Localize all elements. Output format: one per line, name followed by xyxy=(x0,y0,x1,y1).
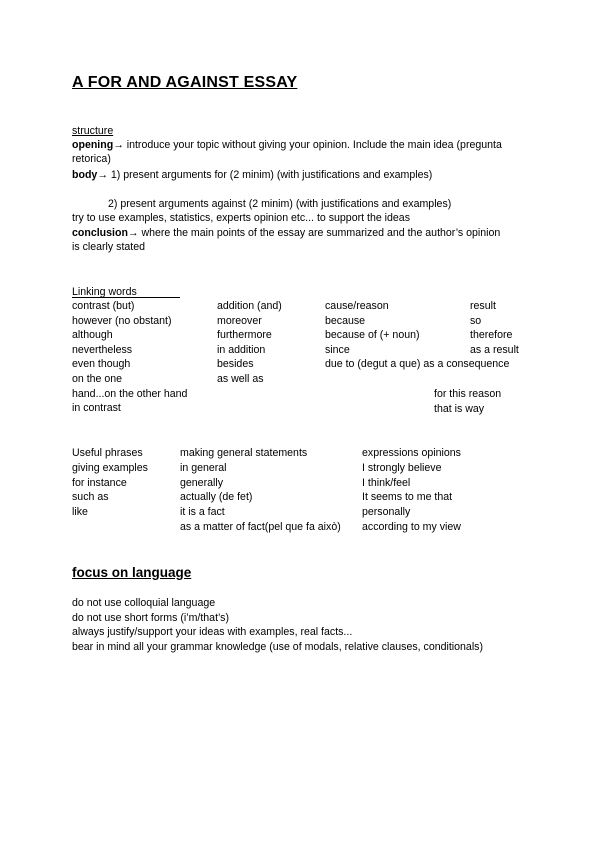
phrases-col-examples xyxy=(72,447,148,521)
linking-word: because of (+ noun) xyxy=(325,329,420,342)
linking-word: for this reason xyxy=(434,388,502,400)
linking-word: so xyxy=(470,314,482,327)
linking-word: furthermore xyxy=(217,329,272,342)
linking-word: contrast (but) xyxy=(72,300,135,312)
phrase-item: I think/feel xyxy=(362,476,411,489)
tip-line: try to use examples, statistics, experts opinion etc... to support the ideas xyxy=(72,212,410,224)
linking-word: addition (and) xyxy=(217,300,282,312)
conclusion-line-2: is clearly stated xyxy=(72,241,146,253)
linking-word: although xyxy=(72,329,113,342)
linking-word: as well as xyxy=(217,372,264,385)
linking-word: that is way xyxy=(434,402,485,415)
body-line-2: 2) present arguments against (2 minim) (with justifications and examples) xyxy=(108,198,452,210)
phrase-item: it is a fact xyxy=(180,506,225,519)
linking-extra xyxy=(434,388,501,417)
body-line xyxy=(72,169,432,182)
phrase-item: It seems to me that xyxy=(362,491,453,504)
focus-item: do not use short forms (i’m/that’s) xyxy=(72,611,230,624)
linking-word: result xyxy=(470,300,496,312)
focus-list xyxy=(72,597,483,655)
focus-item: always justify/support your ideas with examples, real facts... xyxy=(72,626,353,639)
linking-word: in addition xyxy=(217,343,266,356)
body-text: → 1) present arguments for (2 minim) (with justifications and examples) xyxy=(97,169,433,181)
phrase-item: like xyxy=(72,506,88,519)
opening-term: opening xyxy=(72,139,114,151)
linking-word: on the one xyxy=(72,372,123,385)
linking-word: hand...on the other hand xyxy=(72,387,188,400)
body-term: body xyxy=(72,169,98,181)
linking-word: as a result xyxy=(470,343,519,356)
phrase-item: personally xyxy=(362,506,411,519)
page-title: A FOR AND AGAINST ESSAY xyxy=(72,74,298,91)
linking-word: besides xyxy=(217,358,254,371)
linking-col-addition xyxy=(217,300,282,388)
linking-word: however (no obstant) xyxy=(72,314,172,327)
phrase-item: such as xyxy=(72,491,109,504)
linking-col-contrast xyxy=(72,300,187,417)
phrase-item: I strongly believe xyxy=(362,461,442,474)
linking-word: in contrast xyxy=(72,402,121,415)
linking-word: nevertheless xyxy=(72,343,133,356)
linking-word: since xyxy=(325,343,350,356)
linking-word: even though xyxy=(72,358,131,371)
linking-word: moreover xyxy=(217,314,262,327)
linking-heading xyxy=(72,286,180,298)
phrase-item: making general statements xyxy=(180,447,308,459)
phrase-item: actually (de fet) xyxy=(180,491,253,504)
opening-line-2: retorica) xyxy=(72,153,111,165)
phrase-item: for instance xyxy=(72,476,127,489)
linking-word: due to (degut a que) as a consequence xyxy=(325,358,510,371)
linking-word: cause/reason xyxy=(325,300,389,312)
focus-item: do not use colloquial language xyxy=(72,597,216,609)
phrase-item: generally xyxy=(180,476,223,489)
conclusion-term: conclusion xyxy=(72,227,128,239)
structure-heading: structure xyxy=(72,125,114,137)
phrases-col-opinions xyxy=(362,447,461,536)
opening-text: → introduce your topic without giving your opinion. Include the main idea (pregunta xyxy=(113,139,502,151)
linking-word: because xyxy=(325,314,366,327)
linking-col-result xyxy=(470,300,519,358)
phrase-item: in general xyxy=(180,461,227,474)
phrase-item: expressions opinions xyxy=(362,447,461,459)
phrases-col-general xyxy=(180,447,341,536)
opening-line xyxy=(72,139,502,152)
focus-heading: focus on language xyxy=(72,565,192,580)
linking-heading-text: Linking words xyxy=(72,286,137,298)
phrase-item: Useful phrases xyxy=(72,447,143,459)
linking-word: therefore xyxy=(470,329,513,342)
conclusion-line xyxy=(72,227,500,240)
focus-item: bear in mind all your grammar knowledge (use of modals, relative clauses, conditionals) xyxy=(72,640,483,653)
conclusion-text: → where the main points of the essay are summarized and the author’s opinion xyxy=(127,227,501,239)
phrase-item: as a matter of fact(pel que fa això) xyxy=(180,520,341,533)
phrase-item: giving examples xyxy=(72,461,148,474)
phrase-item: according to my view xyxy=(362,520,461,533)
